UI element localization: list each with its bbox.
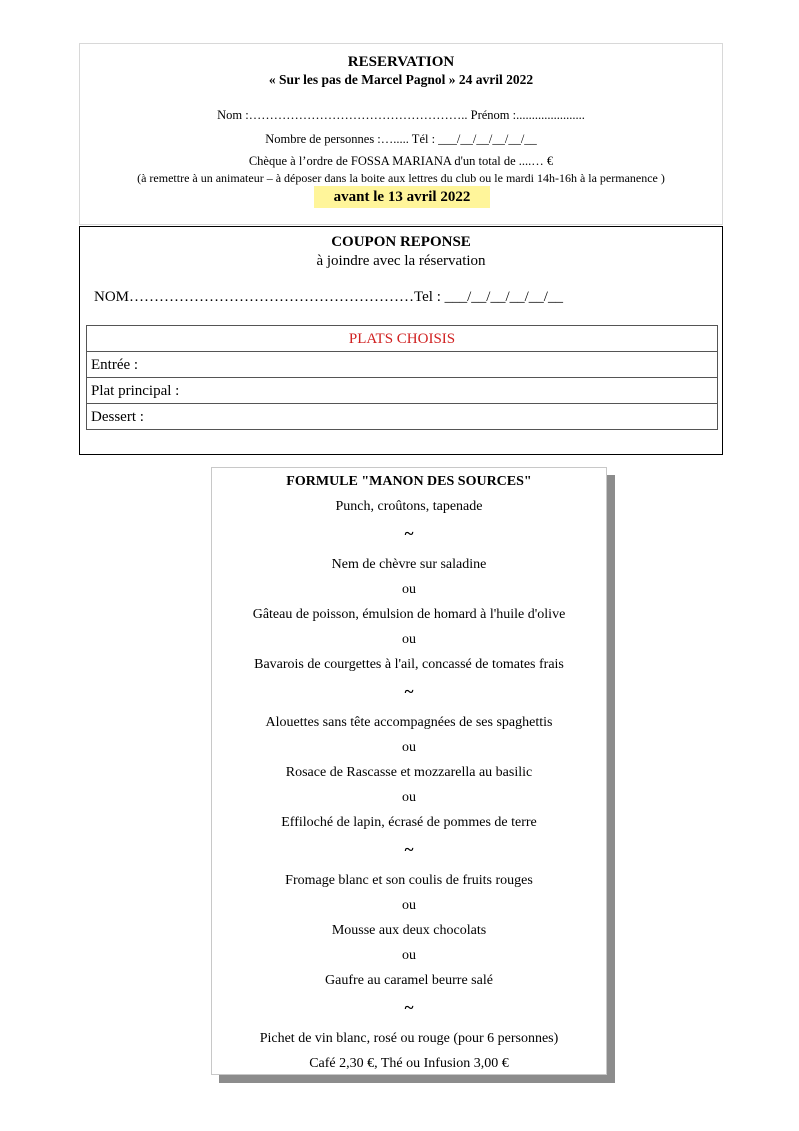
persons-phone-line: Nombre de personnes :…..... Tél : ___/__/__/__/__/__ <box>265 132 537 146</box>
menu-card <box>211 467 607 1075</box>
separator: ~ <box>404 998 414 1017</box>
coupon-title: COUPON REPONSE <box>331 234 471 250</box>
or-word: ou <box>402 790 416 805</box>
plat-item: Alouettes sans tête accompagnées de ses spaghettis <box>265 715 553 730</box>
coupon-section <box>79 226 723 455</box>
menu-title: FORMULE "MANON DES SOURCES" <box>286 474 532 489</box>
drinks-item: Café 2,30 €, Thé ou Infusion 3,00 € <box>309 1056 509 1071</box>
separator: ~ <box>404 682 414 701</box>
or-word: ou <box>402 898 416 913</box>
or-word: ou <box>402 582 416 597</box>
cheque-line: Chèque à l’ordre de FOSSA MARIANA d'un total de ....… € <box>248 154 554 168</box>
dessert-item: Fromage blanc et son coulis de fruits rouges <box>285 873 533 888</box>
plats-table <box>86 325 718 430</box>
row-entree: Entrée : <box>87 351 717 377</box>
plat-item: Rosace de Rascasse et mozzarella au basilic <box>285 765 533 780</box>
row-plat-principal: Plat principal : <box>87 377 717 403</box>
coupon-subtitle: à joindre avec la réservation <box>316 253 486 269</box>
event-subtitle: « Sur les pas de Marcel Pagnol » 24 avril 2022 <box>268 72 534 87</box>
reservation-section <box>79 43 723 225</box>
entree-item: Gâteau de poisson, émulsion de homard à l'huile d'olive <box>252 607 566 622</box>
entree-item: Nem de chèvre sur saladine <box>331 557 487 572</box>
dessert-item: Mousse aux deux chocolats <box>331 923 487 938</box>
or-word: ou <box>402 948 416 963</box>
separator: ~ <box>404 840 414 859</box>
plats-header: PLATS CHOISIS <box>348 331 456 347</box>
instructions-line: (à remettre à un animateur – à déposer dans la boite aux lettres du club ou le mardi 14h-16h à la permanence ) <box>137 171 665 185</box>
row-dessert: Dessert : <box>87 403 717 429</box>
or-word: ou <box>402 740 416 755</box>
name-line: Nom :…………………………………………….. Prénom :...................... <box>217 108 585 122</box>
dessert-item: Gaufre au caramel beurre salé <box>325 973 493 988</box>
deadline-highlight: avant le 13 avril 2022 <box>314 186 490 208</box>
plat-item: Effiloché de lapin, écrasé de pommes de terre <box>281 815 537 830</box>
coupon-name-phone-line: NOM…………………………………………………Tel : ___/__/__/__/__/__ <box>94 289 563 305</box>
separator: ~ <box>404 524 414 543</box>
wine-item: Pichet de vin blanc, rosé ou rouge (pour 6 personnes) <box>259 1031 559 1046</box>
aperitif-item: Punch, croûtons, tapenade <box>335 499 483 514</box>
reservation-title: RESERVATION <box>347 54 455 70</box>
or-word: ou <box>402 632 416 647</box>
entree-item: Bavarois de courgettes à l'ail, concassé de tomates frais <box>254 657 564 672</box>
